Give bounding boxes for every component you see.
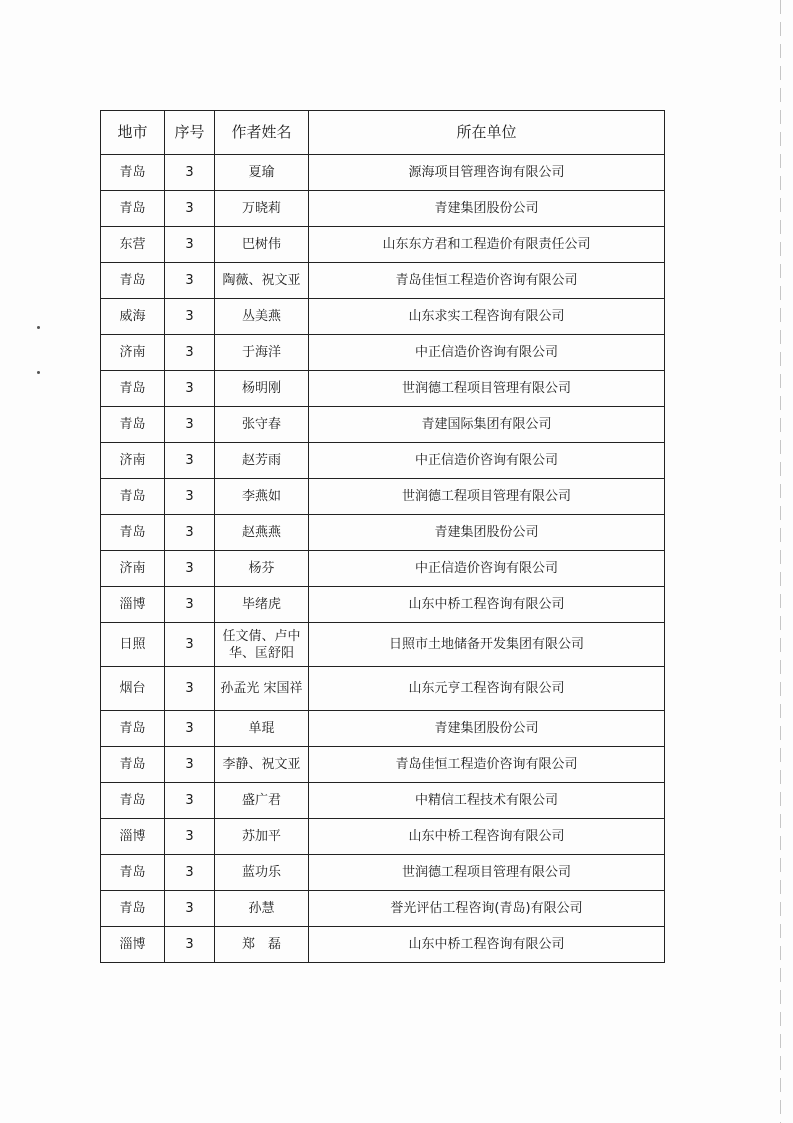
cell-num: 3	[165, 371, 215, 407]
cell-author: 任文倩、卢中华、匡舒阳	[215, 623, 309, 667]
cell-city: 威海	[101, 299, 165, 335]
cell-num: 3	[165, 891, 215, 927]
header-city: 地市	[101, 111, 165, 155]
cell-org: 日照市土地储备开发集团有限公司	[309, 623, 665, 667]
header-org: 所在单位	[309, 111, 665, 155]
table-row	[101, 299, 665, 335]
cell-num: 3	[165, 263, 215, 299]
cell-city: 青岛	[101, 479, 165, 515]
table-row	[101, 587, 665, 623]
header-author: 作者姓名	[215, 111, 309, 155]
cell-author: 张守春	[215, 407, 309, 443]
cell-org: 青建集团股份公司	[309, 191, 665, 227]
cell-author: 陶薇、祝文亚	[215, 263, 309, 299]
scan-speck	[37, 326, 40, 329]
table-row	[101, 515, 665, 551]
cell-org: 青建集团股份公司	[309, 515, 665, 551]
cell-city: 青岛	[101, 747, 165, 783]
cell-author: 毕绪虎	[215, 587, 309, 623]
cell-num: 3	[165, 335, 215, 371]
cell-num: 3	[165, 747, 215, 783]
table-row	[101, 155, 665, 191]
cell-author: 蓝功乐	[215, 855, 309, 891]
table-row	[101, 747, 665, 783]
cell-author: 赵燕燕	[215, 515, 309, 551]
cell-city: 济南	[101, 551, 165, 587]
table-row	[101, 891, 665, 927]
table-row	[101, 263, 665, 299]
table-row	[101, 227, 665, 263]
cell-org: 源海项目管理咨询有限公司	[309, 155, 665, 191]
cell-num: 3	[165, 443, 215, 479]
cell-author: 孙慧	[215, 891, 309, 927]
cell-num: 3	[165, 191, 215, 227]
cell-city: 淄博	[101, 819, 165, 855]
cell-num: 3	[165, 783, 215, 819]
cell-city: 青岛	[101, 407, 165, 443]
table-row	[101, 711, 665, 747]
cell-city: 青岛	[101, 371, 165, 407]
table-row	[101, 479, 665, 515]
cell-num: 3	[165, 927, 215, 963]
table-row	[101, 407, 665, 443]
cell-org: 中精信工程技术有限公司	[309, 783, 665, 819]
author-table	[100, 110, 665, 963]
cell-author: 夏瑜	[215, 155, 309, 191]
cell-org: 中正信造价咨询有限公司	[309, 551, 665, 587]
cell-author: 赵芳雨	[215, 443, 309, 479]
cell-org: 山东东方君和工程造价有限责任公司	[309, 227, 665, 263]
cell-num: 3	[165, 587, 215, 623]
cell-org: 中正信造价咨询有限公司	[309, 335, 665, 371]
cell-num: 3	[165, 623, 215, 667]
cell-city: 青岛	[101, 191, 165, 227]
cell-num: 3	[165, 855, 215, 891]
cell-city: 青岛	[101, 891, 165, 927]
cell-num: 3	[165, 479, 215, 515]
cell-city: 青岛	[101, 155, 165, 191]
table-row	[101, 667, 665, 711]
cell-org: 青建国际集团有限公司	[309, 407, 665, 443]
cell-org: 山东元亨工程咨询有限公司	[309, 667, 665, 711]
cell-city: 青岛	[101, 515, 165, 551]
header-num: 序号	[165, 111, 215, 155]
cell-city: 淄博	[101, 927, 165, 963]
cell-num: 3	[165, 711, 215, 747]
cell-org: 山东中桥工程咨询有限公司	[309, 587, 665, 623]
table-row	[101, 335, 665, 371]
cell-author: 单琨	[215, 711, 309, 747]
cell-city: 青岛	[101, 783, 165, 819]
cell-city: 青岛	[101, 855, 165, 891]
cell-author: 李燕如	[215, 479, 309, 515]
table-row	[101, 191, 665, 227]
cell-num: 3	[165, 819, 215, 855]
cell-city: 烟台	[101, 667, 165, 711]
cell-num: 3	[165, 227, 215, 263]
cell-org: 山东求实工程咨询有限公司	[309, 299, 665, 335]
cell-num: 3	[165, 299, 215, 335]
cell-author: 李静、祝文亚	[215, 747, 309, 783]
table-row	[101, 783, 665, 819]
cell-city: 东营	[101, 227, 165, 263]
cell-city: 济南	[101, 443, 165, 479]
table-row	[101, 551, 665, 587]
cell-org: 中正信造价咨询有限公司	[309, 443, 665, 479]
cell-org: 山东中桥工程咨询有限公司	[309, 927, 665, 963]
table-row	[101, 819, 665, 855]
scan-speck	[37, 371, 40, 374]
cell-num: 3	[165, 407, 215, 443]
cell-author: 于海洋	[215, 335, 309, 371]
cell-num: 3	[165, 551, 215, 587]
cell-author: 杨明刚	[215, 371, 309, 407]
cell-org: 青岛佳恒工程造价咨询有限公司	[309, 747, 665, 783]
cell-org: 誉光评估工程咨询(青岛)有限公司	[309, 891, 665, 927]
table-row	[101, 927, 665, 963]
cell-author: 苏加平	[215, 819, 309, 855]
cell-num: 3	[165, 515, 215, 551]
cell-org: 世润德工程项目管理有限公司	[309, 479, 665, 515]
table-row	[101, 623, 665, 667]
cell-author: 巴树伟	[215, 227, 309, 263]
cell-author: 盛广君	[215, 783, 309, 819]
table-row	[101, 371, 665, 407]
cell-author: 孙孟光 宋国祥	[215, 667, 309, 711]
cell-org: 青建集团股份公司	[309, 711, 665, 747]
cell-org: 世润德工程项目管理有限公司	[309, 371, 665, 407]
cell-org: 世润德工程项目管理有限公司	[309, 855, 665, 891]
cell-org: 青岛佳恒工程造价咨询有限公司	[309, 263, 665, 299]
cell-city: 日照	[101, 623, 165, 667]
cell-city: 青岛	[101, 263, 165, 299]
scan-edge	[780, 0, 781, 1123]
table-header-row	[101, 111, 665, 155]
table-row	[101, 443, 665, 479]
cell-city: 淄博	[101, 587, 165, 623]
table-row	[101, 855, 665, 891]
cell-author: 丛美燕	[215, 299, 309, 335]
cell-city: 青岛	[101, 711, 165, 747]
cell-org: 山东中桥工程咨询有限公司	[309, 819, 665, 855]
cell-city: 济南	[101, 335, 165, 371]
cell-author: 郑 磊	[215, 927, 309, 963]
cell-num: 3	[165, 155, 215, 191]
cell-author: 万晓莉	[215, 191, 309, 227]
cell-author: 杨芬	[215, 551, 309, 587]
cell-num: 3	[165, 667, 215, 711]
